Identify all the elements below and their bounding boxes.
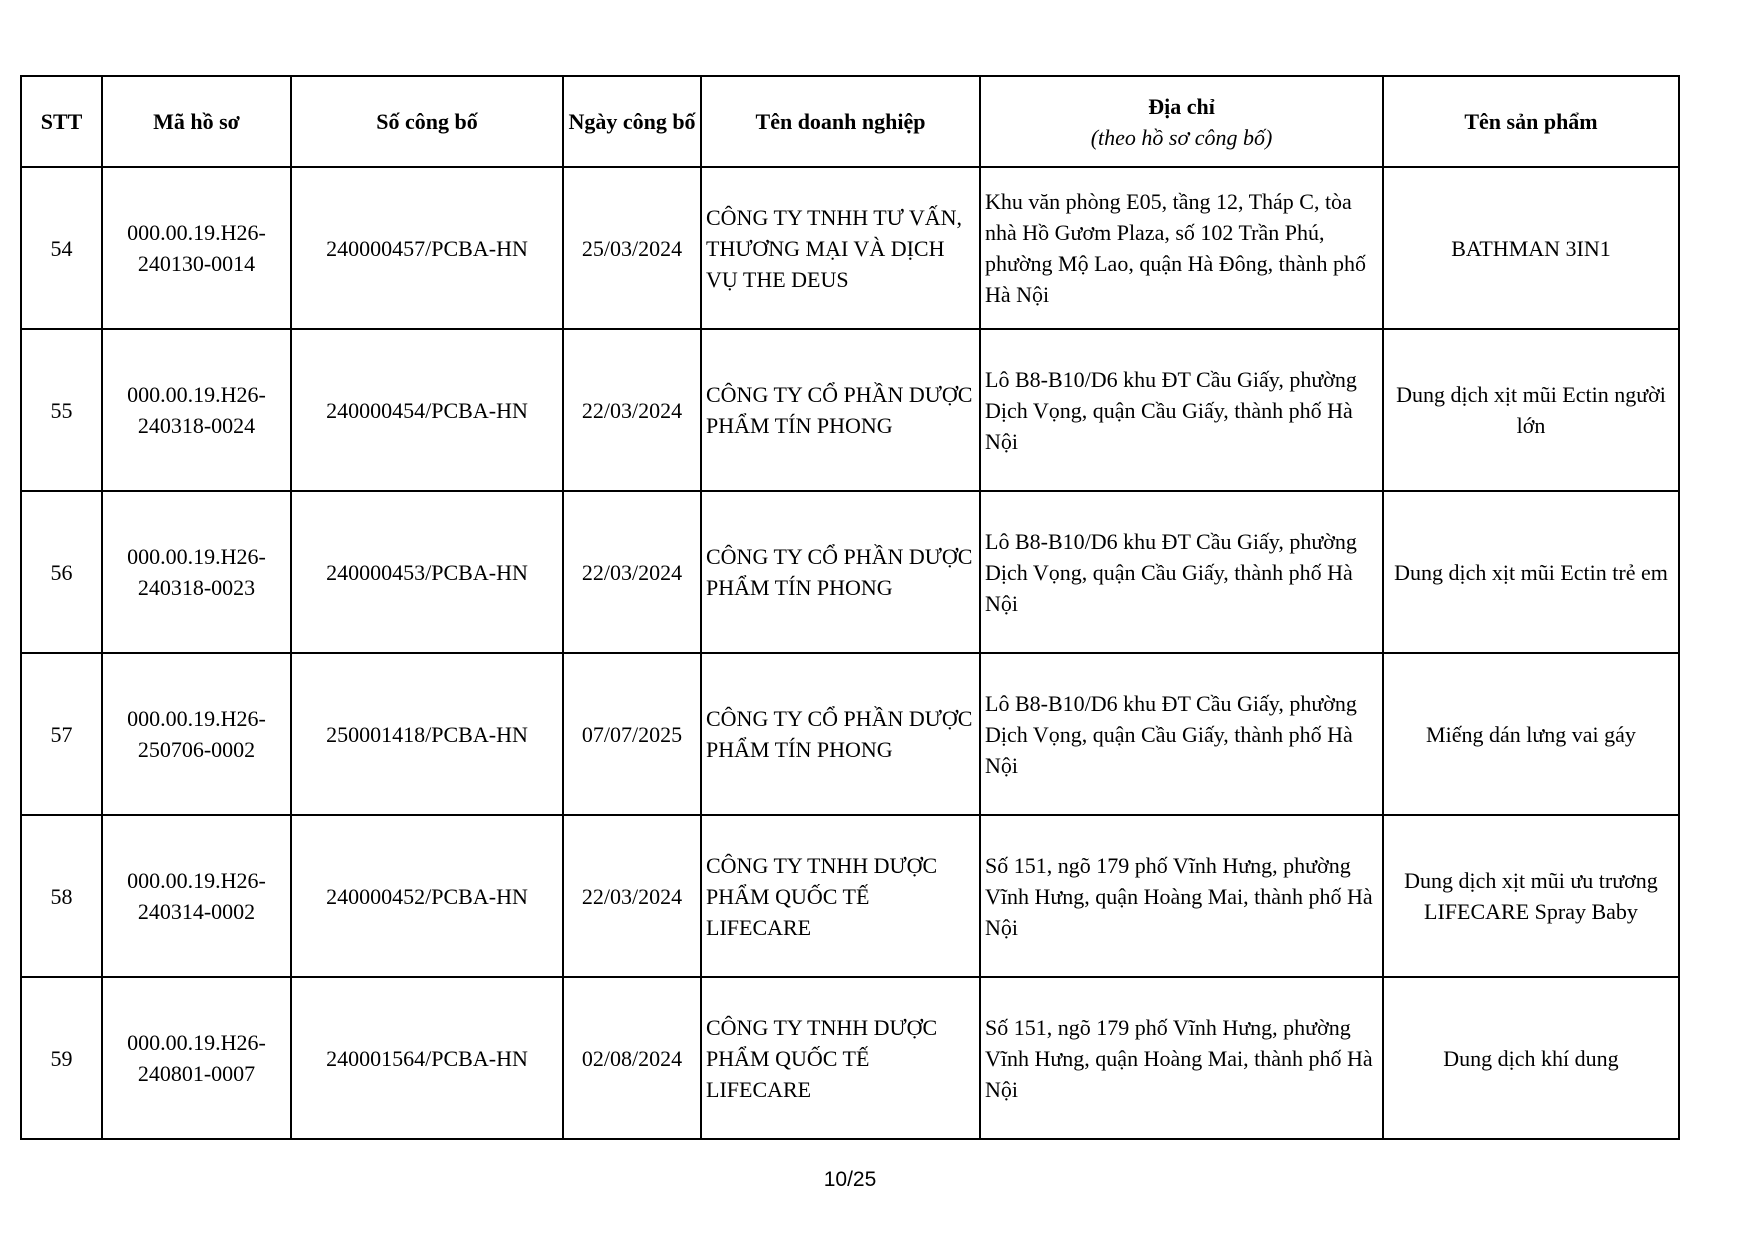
cell-stt: 54 <box>21 167 102 329</box>
cell-dia-chi: Lô B8-B10/D6 khu ĐT Cầu Giấy, phường Dịch Vọng, quận Cầu Giấy, thành phố Hà Nội <box>980 329 1383 491</box>
table-row <box>21 653 1679 815</box>
cell-so-cong-bo: 240000453/PCBA-HN <box>291 491 563 653</box>
header-dia-chi-subtitle: (theo hồ sơ công bố) <box>1090 124 1273 150</box>
cell-so-cong-bo: 250001418/PCBA-HN <box>291 653 563 815</box>
cell-ten-san-pham: Miếng dán lưng vai gáy <box>1383 653 1679 815</box>
cell-dia-chi: Số 151, ngõ 179 phố Vĩnh Hưng, phường Vĩnh Hưng, quận Hoàng Mai, thành phố Hà Nội <box>980 977 1383 1139</box>
table-row <box>21 815 1679 977</box>
cell-ten-doanh-nghiep: CÔNG TY TNHH TƯ VẤN, THƯƠNG MẠI VÀ DỊCH VỤ THE DEUS <box>701 167 980 329</box>
cell-stt: 57 <box>21 653 102 815</box>
cell-ten-doanh-nghiep: CÔNG TY CỔ PHẦN DƯỢC PHẨM TÍN PHONG <box>701 491 980 653</box>
cell-ma-ho-so: 000.00.19.H26-240801-0007 <box>102 977 291 1139</box>
table-row <box>21 167 1679 329</box>
cell-ten-san-pham: Dung dịch xịt mũi Ectin người lớn <box>1383 329 1679 491</box>
cell-stt: 58 <box>21 815 102 977</box>
cell-dia-chi: Số 151, ngõ 179 phố Vĩnh Hưng, phường Vĩnh Hưng, quận Hoàng Mai, thành phố Hà Nội <box>980 815 1383 977</box>
cell-dia-chi: Lô B8-B10/D6 khu ĐT Cầu Giấy, phường Dịch Vọng, quận Cầu Giấy, thành phố Hà Nội <box>980 653 1383 815</box>
cell-so-cong-bo: 240000457/PCBA-HN <box>291 167 563 329</box>
header-ma-ho-so: Mã hồ sơ <box>102 76 291 167</box>
cell-so-cong-bo: 240001564/PCBA-HN <box>291 977 563 1139</box>
cell-ten-san-pham: Dung dịch khí dung <box>1383 977 1679 1139</box>
header-ten-doanh-nghiep: Tên doanh nghiệp <box>701 76 980 167</box>
cell-ma-ho-so: 000.00.19.H26-240314-0002 <box>102 815 291 977</box>
cell-ma-ho-so: 000.00.19.H26-240318-0023 <box>102 491 291 653</box>
header-stt: STT <box>21 76 102 167</box>
cell-ten-san-pham: BATHMAN 3IN1 <box>1383 167 1679 329</box>
cell-ngay-cong-bo: 22/03/2024 <box>563 491 701 653</box>
cell-dia-chi: Khu văn phòng E05, tầng 12, Tháp C, tòa nhà Hồ Gươm Plaza, số 102 Trần Phú, phường Mộ Lao, quận Hà Đông, thành phố Hà Nội <box>980 167 1383 329</box>
cell-dia-chi: Lô B8-B10/D6 khu ĐT Cầu Giấy, phường Dịch Vọng, quận Cầu Giấy, thành phố Hà Nội <box>980 491 1383 653</box>
cell-stt: 59 <box>21 977 102 1139</box>
table-row <box>21 329 1679 491</box>
cell-stt: 56 <box>21 491 102 653</box>
header-so-cong-bo: Số công bố <box>291 76 563 167</box>
table-header-row <box>21 76 1679 167</box>
cell-ngay-cong-bo: 02/08/2024 <box>563 977 701 1139</box>
cell-ten-doanh-nghiep: CÔNG TY TNHH DƯỢC PHẨM QUỐC TẾ LIFECARE <box>701 977 980 1139</box>
cell-ten-doanh-nghiep: CÔNG TY TNHH DƯỢC PHẨM QUỐC TẾ LIFECARE <box>701 815 980 977</box>
cell-ngay-cong-bo: 22/03/2024 <box>563 815 701 977</box>
cell-stt: 55 <box>21 329 102 491</box>
header-ten-san-pham: Tên sản phẩm <box>1383 76 1679 167</box>
cell-ma-ho-so: 000.00.19.H26-240130-0014 <box>102 167 291 329</box>
cell-ngay-cong-bo: 25/03/2024 <box>563 167 701 329</box>
cell-ngay-cong-bo: 07/07/2025 <box>563 653 701 815</box>
cell-ma-ho-so: 000.00.19.H26-240318-0024 <box>102 329 291 491</box>
cell-ten-doanh-nghiep: CÔNG TY CỔ PHẦN DƯỢC PHẨM TÍN PHONG <box>701 329 980 491</box>
cell-ten-doanh-nghiep: CÔNG TY CỔ PHẦN DƯỢC PHẨM TÍN PHONG <box>701 653 980 815</box>
cell-ten-san-pham: Dung dịch xịt mũi ưu trương LIFECARE Spray Baby <box>1383 815 1679 977</box>
cell-ma-ho-so: 000.00.19.H26-250706-0002 <box>102 653 291 815</box>
product-announcement-table <box>20 75 1680 1140</box>
table-row <box>21 491 1679 653</box>
table-row <box>21 977 1679 1139</box>
cell-ten-san-pham: Dung dịch xịt mũi Ectin trẻ em <box>1383 491 1679 653</box>
header-dia-chi <box>980 76 1383 167</box>
cell-ngay-cong-bo: 22/03/2024 <box>563 329 701 491</box>
header-dia-chi-title: Địa chỉ <box>1148 93 1215 119</box>
cell-so-cong-bo: 240000454/PCBA-HN <box>291 329 563 491</box>
cell-so-cong-bo: 240000452/PCBA-HN <box>291 815 563 977</box>
page-number: 10/25 <box>823 1168 877 1191</box>
header-ngay-cong-bo: Ngày công bố <box>563 76 701 167</box>
